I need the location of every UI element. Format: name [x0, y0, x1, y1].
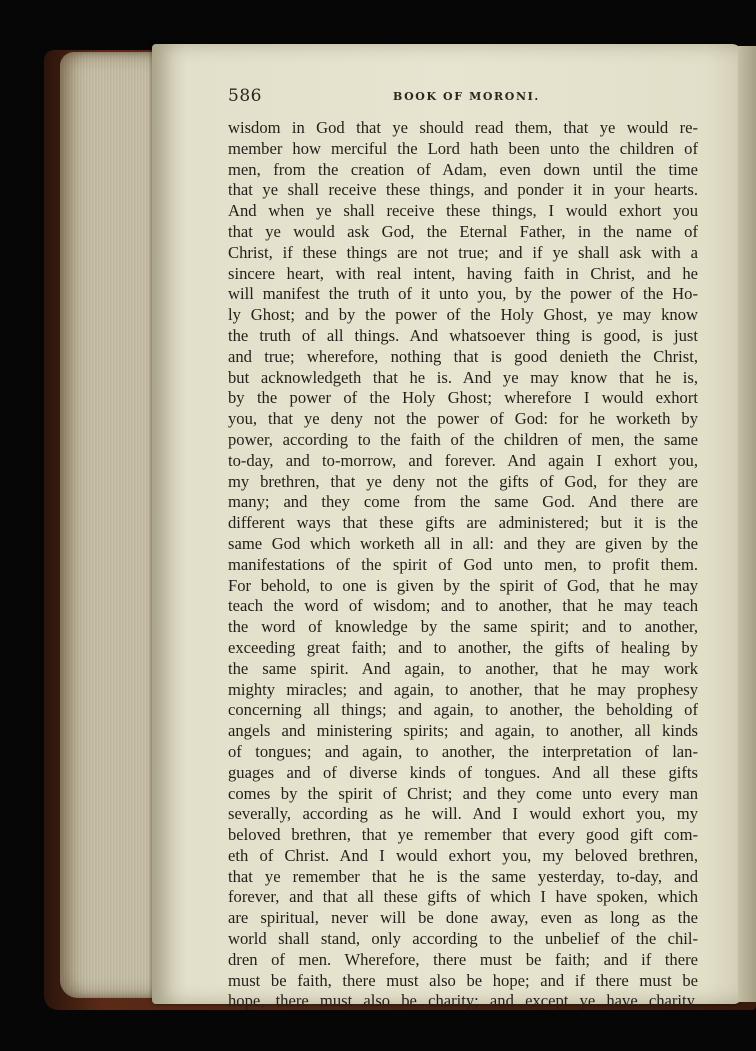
text-line: teach the word of wisdom; and to another, that he may teach: [228, 596, 698, 616]
text-line: And when ye shall receive these things, I would exhort you: [228, 201, 698, 221]
running-head: [228, 86, 698, 108]
text-line: guages and of diverse kinds of tongues. And all these gifts: [228, 762, 698, 782]
text-line: that ye shall receive these things, and ponder it in your hearts.: [228, 180, 698, 200]
text-line: eth of Christ. And I would exhort you, my beloved brethren,: [228, 845, 698, 865]
text-line: and true; wherefore, nothing that is good denieth the Christ,: [228, 346, 698, 366]
text-line: many; and they come from the same God. And there are: [228, 492, 698, 512]
text-line: to-day, and to-morrow, and forever. And again I exhort you,: [228, 450, 698, 470]
text-line: sincere heart, with real intent, having faith in Christ, and he: [228, 263, 698, 283]
text-line: the truth of all things. And whatsoever thing is good, is just: [228, 325, 698, 345]
text-line: exceeding great faith; and to another, the gifts of healing by: [228, 637, 698, 657]
page-number: 586: [228, 86, 262, 106]
text-line: wisdom in God that ye should read them, that ye would re-: [228, 118, 698, 137]
text-line: that ye would ask God, the Eternal Father, in the name of: [228, 221, 698, 241]
page-edges: [60, 52, 166, 998]
text-line: comes by the spirit of Christ; and they come unto every man: [228, 783, 698, 803]
text-line: but acknowledgeth that he is. And ye may know that he is,: [228, 367, 698, 387]
text-line: For behold, to one is given by the spirit of God, that he may: [228, 575, 698, 595]
text-line: member how merciful the Lord hath been unto the children of: [228, 138, 698, 158]
text-line: manifestations of the spirit of God unto men, to profit them.: [228, 554, 698, 574]
text-line: the word of knowledge by the same spirit; and to another,: [228, 617, 698, 637]
text-line: forever, and that all these gifts of which I have spoken, which: [228, 887, 698, 907]
text-line: the same spirit. And again, to another, that he may work: [228, 658, 698, 678]
text-line: by the power of the Holy Ghost; wherefore I would exhort: [228, 388, 698, 408]
text-line: different ways that these gifts are administered; but it is the: [228, 513, 698, 533]
text-line: of tongues; and again, to another, the interpretation of lan-: [228, 741, 698, 761]
text-line: are spiritual, never will be done away, even as long as the: [228, 908, 698, 928]
text-line: you, that ye deny not the power of God: for he worketh by: [228, 409, 698, 429]
page-right-edge: [738, 46, 756, 1002]
text-line: ly Ghost; and by the power of the Holy Ghost, ye may know: [228, 305, 698, 325]
body-text: [228, 118, 698, 1012]
text-line: will manifest the truth of it unto you, by the power of the Ho-: [228, 284, 698, 304]
text-line: dren of men. Wherefore, there must be faith; and if there: [228, 949, 698, 969]
text-line: beloved brethren, that ye remember that every good gift com-: [228, 825, 698, 845]
text-line: same God which worketh all in all: and they are given by the: [228, 533, 698, 553]
text-line: hope, there must also be charity; and except ye have charity,: [228, 991, 698, 1011]
text-line: angels and ministering spirits; and again, to another, all kinds: [228, 721, 698, 741]
text-line: world shall stand, only according to the unbelief of the chil-: [228, 929, 698, 949]
text-line: must be faith, there must also be hope; and if there must be: [228, 970, 698, 990]
text-line: Christ, if these things are not true; and if ye shall ask with a: [228, 242, 698, 262]
text-line: mighty miracles; and again, to another, that he may prophesy: [228, 679, 698, 699]
text-line: severally, according as he will. And I would exhort you, my: [228, 804, 698, 824]
text-line: concerning all things; and again, to another, the beholding of: [228, 700, 698, 720]
text-line: my brethren, that ye deny not the gifts of God, for they are: [228, 471, 698, 491]
text-line: that ye remember that he is the same yesterday, to-day, and: [228, 866, 698, 886]
book-title: BOOK OF MORONI.: [393, 90, 540, 103]
text-line: power, according to the faith of the children of men, the same: [228, 429, 698, 449]
text-line: men, from the creation of Adam, even down until the time: [228, 159, 698, 179]
